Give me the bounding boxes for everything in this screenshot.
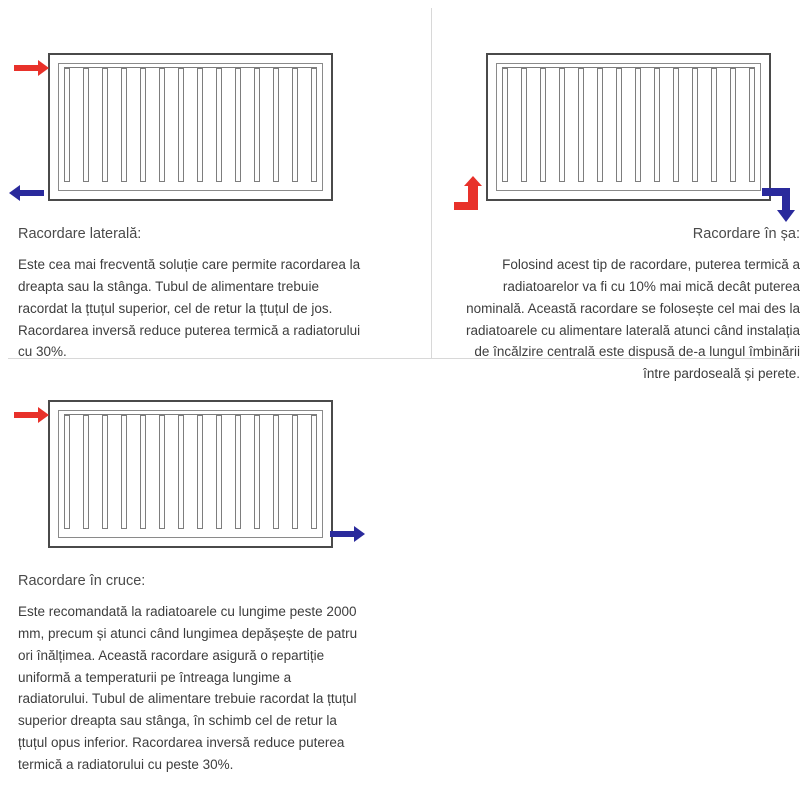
panel-saddle <box>444 8 800 382</box>
figure-lateral <box>0 8 400 208</box>
radiator-fin <box>311 68 317 182</box>
radiator-fin <box>235 68 241 182</box>
radiator-lateral <box>48 53 333 201</box>
radiator-fin <box>502 68 508 182</box>
radiator-cross <box>48 400 333 548</box>
radiator-fin <box>273 415 279 529</box>
radiator-fins <box>64 68 317 182</box>
radiator-fin <box>578 68 584 182</box>
radiator-fin <box>692 68 698 182</box>
return-arrow-elbow-icon <box>762 188 800 224</box>
radiator-fin <box>730 68 736 182</box>
radiator-fin <box>521 68 527 182</box>
radiator-fins <box>502 68 755 182</box>
supply-arrow-elbow-icon <box>454 176 498 210</box>
radiator-fin <box>121 68 127 182</box>
radiator-saddle <box>486 53 771 201</box>
return-arrow-icon <box>8 185 44 201</box>
radiator-fin <box>140 415 146 529</box>
radiator-fin <box>159 415 165 529</box>
radiator-fin <box>64 415 70 529</box>
vertical-divider <box>431 8 432 358</box>
radiator-fin <box>64 68 70 182</box>
text-block-lateral <box>18 226 366 363</box>
figure-saddle <box>444 8 800 208</box>
panel-body-lateral: Este cea mai frecventă soluție care permite racordarea la dreapta sau la stânga. Tubul de alimentare trebuie racordat la țtuțul superior, cel de retur la țtuțul de jos. Racordarea inversă reduce puterea termică a radiatorului cu 30%. <box>18 257 361 360</box>
radiator-fin <box>292 415 298 529</box>
radiator-fin <box>749 68 755 182</box>
radiator-fin <box>216 415 222 529</box>
radiator-fin <box>597 68 603 182</box>
radiator-fin <box>178 68 184 182</box>
panel-title-saddle: Racordare în șa: <box>692 226 800 242</box>
radiator-fin <box>654 68 660 182</box>
radiator-fin <box>83 415 89 529</box>
radiator-fin <box>292 68 298 182</box>
radiator-inner-frame <box>496 63 761 191</box>
panel-body-saddle: Folosind acest tip de racordare, puterea termică a radiatoarelor va fi cu 10% mai mică decât puterea nominală. Această racordare se folosește cel mai des la radiatoarele cu alimentare laterală atunci când instalația de încălzire centrală este dispusă de-a lungul îmbinării între pardoseală și perete. <box>466 257 800 382</box>
radiator-fin <box>616 68 622 182</box>
radiator-fin <box>673 68 679 182</box>
radiator-fins <box>64 415 317 529</box>
radiator-fin <box>311 415 317 529</box>
radiator-fin <box>559 68 565 182</box>
radiator-fin <box>635 68 641 182</box>
radiator-fin <box>540 68 546 182</box>
radiator-fin <box>121 415 127 529</box>
radiator-fin <box>159 68 165 182</box>
figure-cross <box>0 368 400 568</box>
supply-arrow-icon <box>14 407 50 423</box>
text-block-cross <box>18 573 358 776</box>
radiator-fin <box>197 415 203 529</box>
radiator-fin <box>216 68 222 182</box>
radiator-fin <box>254 68 260 182</box>
radiator-fin <box>711 68 717 182</box>
return-arrow-icon <box>330 526 366 542</box>
radiator-fin <box>102 68 108 182</box>
panel-body-cross: Este recomandată la radiatoarele cu lungime peste 2000 mm, precum și atunci când lungimea depășește de patru ori înălțimea. Această racordare asigură o repartiție uniformă a temperaturii pe întreaga lungime a radiatorului. Tubul de alimentare trebuie racordat la țtuțul superior dreapta sau stânga, în schimb cel de retur la țtuțul opus inferior. Racordarea inversă reduce puterea termică a radiatorului cu peste 30%. <box>18 604 358 773</box>
radiator-fin <box>254 415 260 529</box>
radiator-inner-frame <box>58 63 323 191</box>
radiator-fin <box>83 68 89 182</box>
radiator-fin <box>273 68 279 182</box>
radiator-fin <box>235 415 241 529</box>
panel-cross <box>0 368 420 788</box>
radiator-inner-frame <box>58 410 323 538</box>
panel-title-lateral: Racordare laterală: <box>18 226 142 242</box>
radiator-fin <box>140 68 146 182</box>
panel-title-cross: Racordare în cruce: <box>18 573 146 589</box>
radiator-fin <box>178 415 184 529</box>
text-block-saddle <box>454 226 800 385</box>
radiator-fin <box>197 68 203 182</box>
supply-arrow-icon <box>14 60 50 76</box>
radiator-fin <box>102 415 108 529</box>
panel-lateral <box>0 8 420 360</box>
